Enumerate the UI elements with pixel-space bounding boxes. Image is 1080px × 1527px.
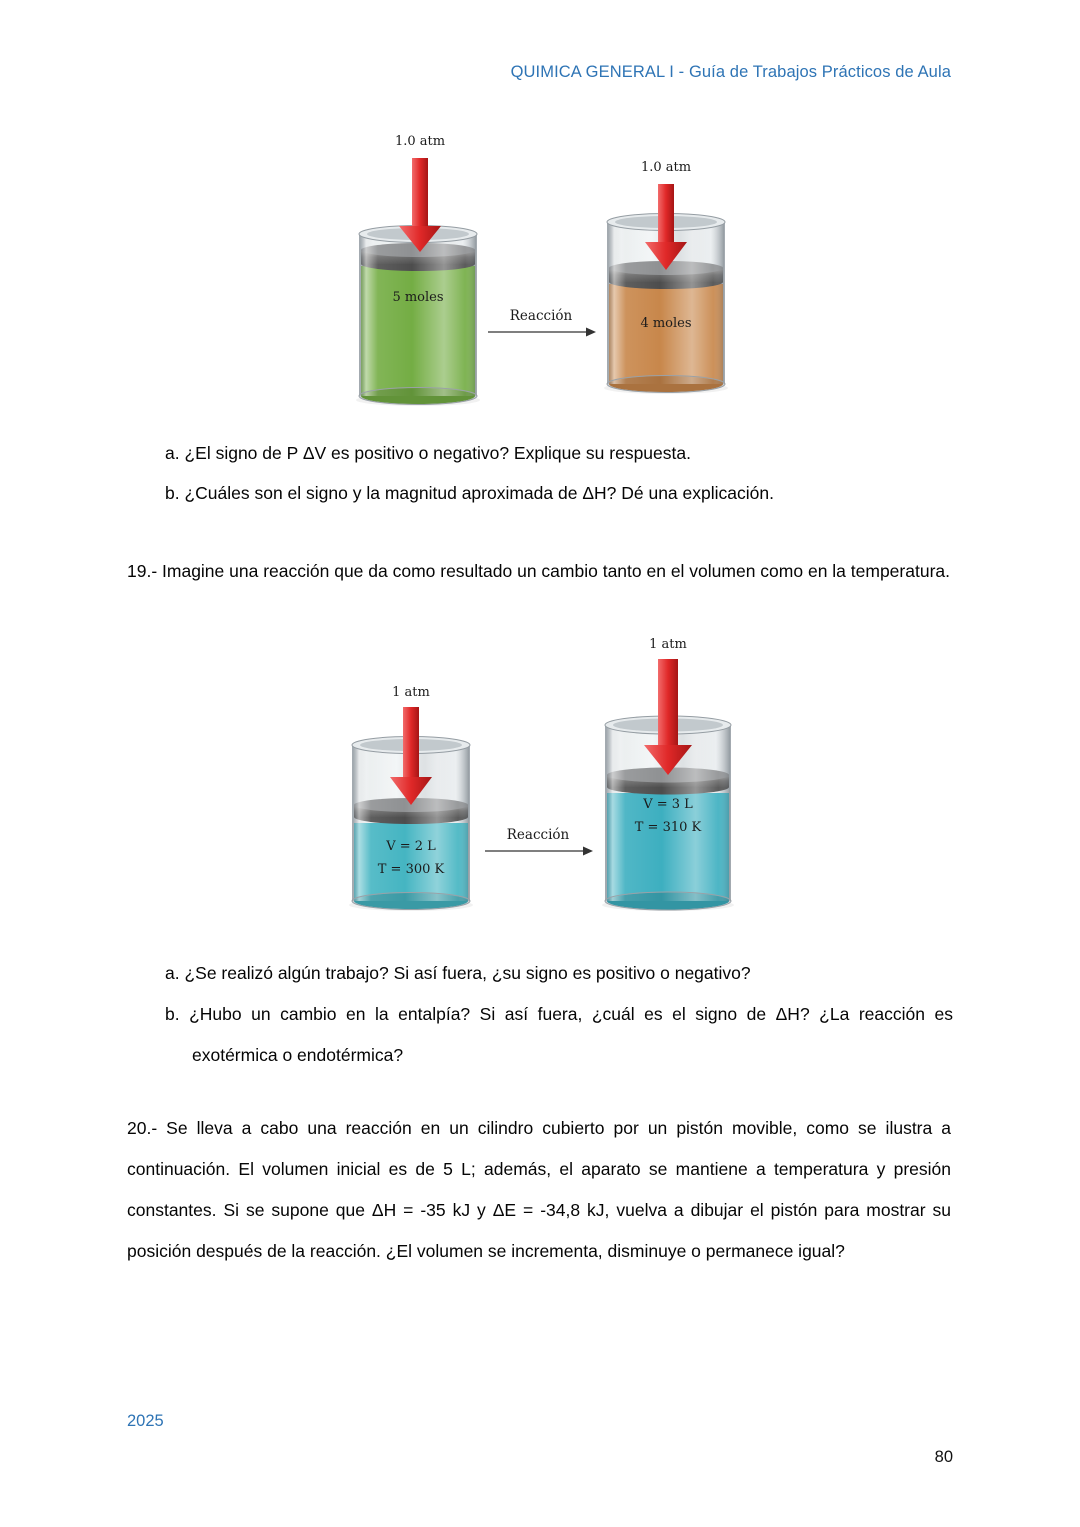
figure-volume-temperature-reaction [345, 635, 755, 917]
footer-year: 2025 [127, 1412, 164, 1430]
question-18-items [165, 433, 955, 513]
reaction-arrow-icon [483, 845, 593, 857]
pressure-label: 1.0 atm [394, 134, 446, 149]
page-number: 80 [934, 1448, 953, 1466]
reaction-label: Reacción [506, 827, 570, 843]
figure-moles-reaction [355, 130, 735, 408]
temperature-label: T = 310 K [634, 820, 702, 835]
reaction-step [486, 308, 596, 338]
reaction-step [483, 827, 593, 857]
volume-label: V = 2 L [386, 839, 436, 854]
volume-label: V = 3 L [643, 797, 693, 812]
pressure-label: 1 atm [392, 685, 430, 700]
reaction-arrow-icon [486, 326, 596, 338]
question-19-items [165, 953, 953, 1076]
pressure-label: 1 atm [649, 637, 687, 652]
question-19b: b. ¿Hubo un cambio en la entalpía? Si así fuera, ¿cuál es el signo de ΔH? ¿La reacción es exotérmica o endotérmica? [165, 1004, 953, 1065]
pressure-label: 1.0 atm [640, 160, 692, 175]
moles-label: 5 moles [392, 290, 444, 305]
pressure-arrow-icon [642, 659, 694, 775]
moles-label: 4 moles [640, 316, 692, 331]
question-19a: a. ¿Se realizó algún trabajo? Si así fuera, ¿su signo es positivo o negativo? [165, 963, 751, 983]
pressure-arrow-icon [644, 184, 688, 270]
pressure-arrow-icon [398, 158, 442, 252]
question-19-text: 19.- Imagine una reacción que da como resultado un cambio tanto en el volumen como en la temperatura. [127, 561, 950, 581]
temperature-label: T = 300 K [377, 862, 445, 877]
pressure-arrow-icon [389, 707, 433, 805]
question-18a: a. ¿El signo de P ΔV es positivo o negativo? Explique su respuesta. [165, 443, 691, 463]
page-header: QUIMICA GENERAL I - Guía de Trabajos Prácticos de Aula [510, 63, 951, 81]
reaction-label: Reacción [509, 308, 573, 324]
question-18b: b. ¿Cuáles son el signo y la magnitud aproximada de ΔH? Dé una explicación. [165, 483, 774, 503]
question-20-text: 20.- Se lleva a cabo una reacción en un cilindro cubierto por un pistón movible, como se ilustra a continuación. El volumen inicial es de 5 L; además, el aparato se mantiene a temperatura y presión constantes. Si se supone que ΔH = -35 kJ y ΔE = -34,8 kJ, vuelva a dibujar el pistón para mostrar su posición después de la reacción. ¿El volumen se incrementa, disminuye o permanece igual? [127, 1118, 951, 1261]
